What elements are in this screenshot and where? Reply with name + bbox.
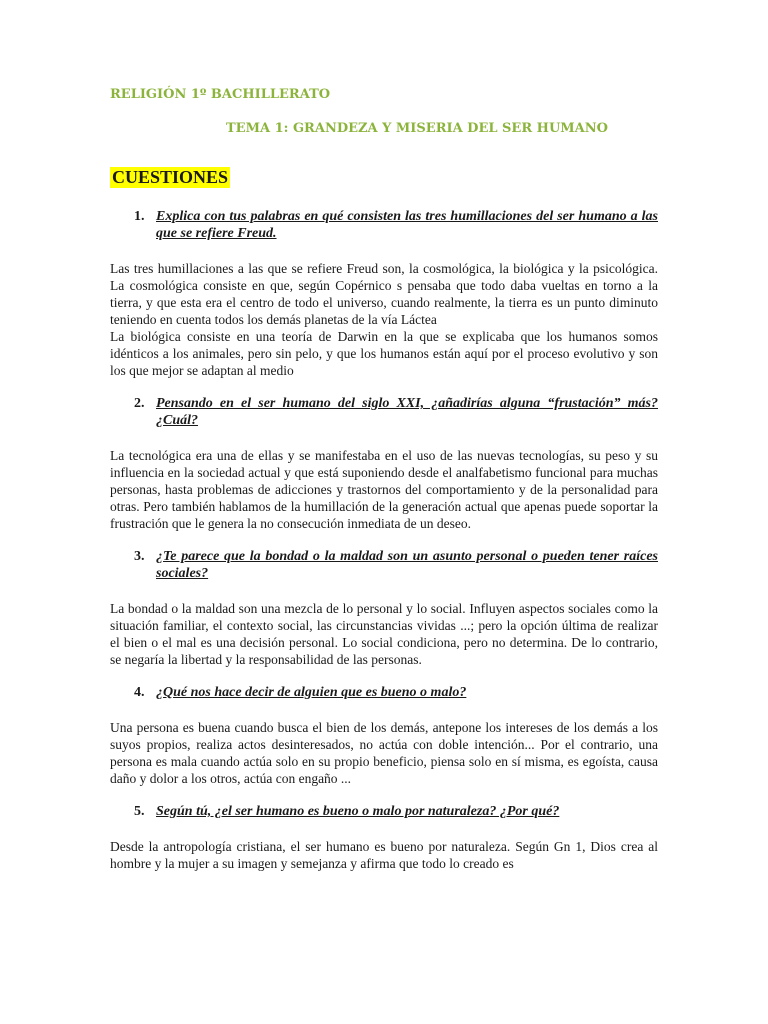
answer-1	[110, 260, 658, 379]
answer-paragraph: Las tres humillaciones a las que se refiere Freud son, la cosmológica, la biológica y la psicológica. La cosmológica consiste en que, según Copérnico s pensaba que todo daba vueltas en torno a la tierra, y que esta era el centro de todo el universo, cuando realmente, la tierra es un punto diminuto teniendo en cuenta todos los demás planetas de la vía Láctea	[110, 261, 658, 327]
answer-3	[110, 600, 658, 668]
question-3	[110, 548, 658, 582]
answer-paragraph: La tecnológica era una de ellas y se manifestaba en el uso de las nuevas tecnologías, su peso y su influencia en la sociedad actual y que está suponiendo desde el analfabetismo funcional para muchas personas, hasta problemas de adicciones y trastornos del comportamiento y de la personalidad para otras. Pero también hablamos de la humillación de la generación actual que apenas puede soportar la frustración que le genera la no consecución inmediata de un deseo.	[110, 448, 658, 531]
question-number: 5.	[134, 804, 145, 819]
question-2	[110, 395, 658, 429]
answer-5	[110, 838, 658, 872]
answer-paragraph: La biológica consiste en una teoría de Darwin en la que se explicaba que los humanos somos idénticos a los animales, pero sin pelo, y que los humanos están aquí por el proceso evolutivo y son los que mejor se adaptan al medio	[110, 329, 658, 378]
question-number: 3.	[134, 549, 145, 564]
questions-list	[110, 208, 658, 888]
question-text: Pensando en el ser humano del siglo XXI, ¿añadirías alguna “frustación” más? ¿Cuál?	[156, 396, 658, 428]
question-5	[110, 803, 658, 820]
question-text: ¿Te parece que la bondad o la maldad son un asunto personal o pueden tener raíces sociales?	[156, 549, 658, 581]
question-number: 1.	[134, 209, 145, 224]
question-number: 2.	[134, 396, 145, 411]
question-4	[110, 684, 658, 701]
answer-4	[110, 719, 658, 787]
course-heading: RELIGIÓN 1º BACHILLERATO	[110, 87, 331, 102]
answer-paragraph: La bondad o la maldad son una mezcla de lo personal y lo social. Influyen aspectos sociales como la situación familiar, el contexto social, las circunstancias vividas ...; pero la opción última de realizar el bien o el mal es una decisión personal. Lo social condiciona, pero no determina. De lo contrario, se negaría la libertad y la responsabilidad de las personas.	[110, 601, 658, 667]
section-title: CUESTIONES	[112, 167, 229, 187]
answer-paragraph: Una persona es buena cuando busca el bien de los demás, antepone los intereses de los demás a los suyos propios, realiza actos desinteresados, no actúa con doble intención... Por el contrario, una persona es mala cuando actúa solo en su propio beneficio, piensa solo en sí misma, es egoísta, causa daño y dolor a los otros, actúa con engaño ...	[110, 720, 658, 786]
topic-heading: TEMA 1: GRANDEZA Y MISERIA DEL SER HUMANO	[226, 121, 608, 136]
question-text: Explica con tus palabras en qué consisten las tres humillaciones del ser humano a las que se refiere Freud.	[156, 209, 658, 241]
question-text: ¿Qué nos hace decir de alguien que es bueno o malo?	[156, 685, 467, 700]
answer-paragraph: Desde la antropología cristiana, el ser humano es bueno por naturaleza. Según Gn 1, Dios crea al hombre y la mujer a su imagen y semejanza y afirma que todo lo creado es	[110, 839, 658, 871]
answer-2	[110, 447, 658, 532]
question-text: Según tú, ¿el ser humano es bueno o malo por naturaleza? ¿Por qué?	[156, 804, 560, 819]
question-1	[110, 208, 658, 242]
question-number: 4.	[134, 685, 145, 700]
